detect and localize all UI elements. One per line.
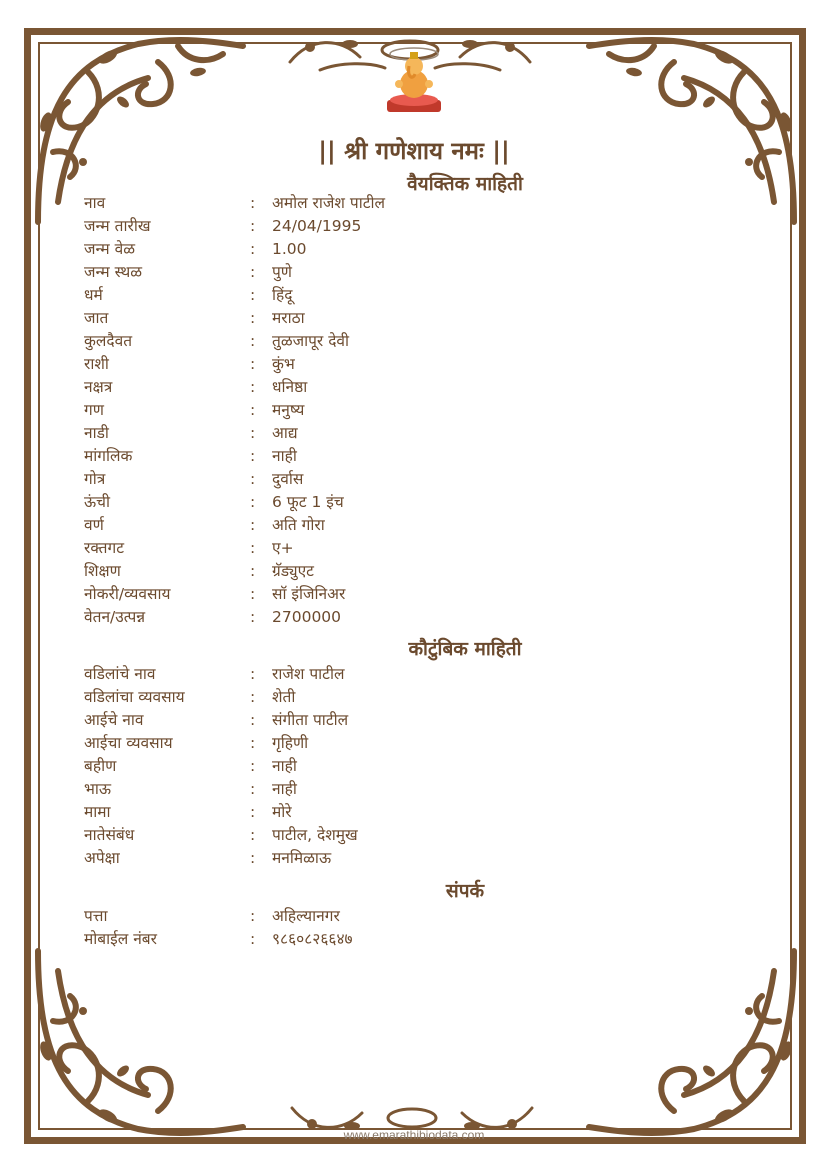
detail-row	[84, 307, 684, 329]
detail-label: जात	[84, 309, 109, 327]
page-title: || श्री गणेशाय नमः ||	[318, 137, 510, 165]
detail-value: राजेश पाटील	[272, 665, 345, 683]
detail-label: नाव	[84, 194, 106, 212]
detail-label: आईचा व्यवसाय	[84, 734, 173, 752]
detail-separator: :	[250, 665, 256, 683]
detail-row	[84, 491, 684, 513]
detail-row	[84, 261, 684, 283]
detail-label: नक्षत्र	[84, 378, 113, 396]
detail-value: हिंदू	[272, 286, 293, 304]
detail-value: अहिल्यानगर	[272, 907, 340, 925]
detail-value: ए+	[272, 539, 294, 557]
detail-label: रक्तगट	[84, 539, 125, 557]
detail-label: वडिलांचा व्यवसाय	[84, 688, 185, 706]
detail-separator: :	[250, 401, 256, 419]
detail-separator: :	[250, 516, 256, 534]
detail-row	[84, 755, 684, 777]
detail-separator: :	[250, 907, 256, 925]
detail-row	[84, 824, 684, 846]
detail-row	[84, 686, 684, 708]
detail-separator: :	[250, 309, 256, 327]
detail-separator: :	[250, 803, 256, 821]
detail-separator: :	[250, 217, 256, 235]
detail-value: 6 फूट 1 इंच	[272, 493, 344, 511]
detail-row	[84, 560, 684, 582]
detail-label: भाऊ	[84, 780, 112, 798]
detail-separator: :	[250, 930, 256, 948]
detail-separator: :	[250, 608, 256, 626]
detail-value: मराठा	[272, 309, 305, 327]
detail-row	[84, 905, 684, 927]
detail-row	[84, 537, 684, 559]
detail-label: जन्म तारीख	[84, 217, 151, 235]
detail-value: ग्रॅड्युएट	[272, 562, 314, 580]
floral-corner-icon	[584, 941, 804, 1141]
detail-label: मांगलिक	[84, 447, 133, 465]
detail-row	[84, 847, 684, 869]
detail-separator: :	[250, 263, 256, 281]
detail-label: बहीण	[84, 757, 117, 775]
detail-separator: :	[250, 711, 256, 729]
detail-row	[84, 778, 684, 800]
detail-row	[84, 801, 684, 823]
detail-row	[84, 732, 684, 754]
detail-value: सॉ इंजिनिअर	[272, 585, 346, 603]
detail-row	[84, 928, 684, 950]
detail-separator: :	[250, 378, 256, 396]
detail-value: नाही	[272, 757, 297, 775]
detail-label: गोत्र	[84, 470, 106, 488]
detail-separator: :	[250, 447, 256, 465]
detail-row	[84, 445, 684, 467]
detail-row	[84, 215, 684, 237]
detail-value: मनुष्य	[272, 401, 305, 419]
detail-label: आईचे नाव	[84, 711, 144, 729]
detail-value: नाही	[272, 447, 297, 465]
detail-value: अमोल राजेश पाटील	[272, 194, 386, 212]
detail-label: जन्म वेळ	[84, 240, 136, 258]
detail-value: 24/04/1995	[272, 217, 362, 235]
detail-value: आद्य	[272, 424, 298, 442]
section-heading-family: कौटुंबिक माहिती	[408, 638, 522, 660]
detail-label: पत्ता	[84, 907, 108, 925]
detail-label: शिक्षण	[84, 562, 121, 580]
detail-row	[84, 399, 684, 421]
detail-row	[84, 514, 684, 536]
detail-separator: :	[250, 332, 256, 350]
detail-separator: :	[250, 493, 256, 511]
detail-value: गृहिणी	[272, 734, 309, 752]
detail-separator: :	[250, 539, 256, 557]
detail-separator: :	[250, 780, 256, 798]
detail-row	[84, 330, 684, 352]
detail-label: जन्म स्थळ	[84, 263, 143, 281]
detail-label: कुलदैवत	[84, 332, 133, 350]
detail-label: गण	[84, 401, 104, 419]
detail-value: दुर्वास	[272, 470, 304, 488]
detail-row	[84, 468, 684, 490]
detail-label: नाडी	[84, 424, 109, 442]
detail-label: वेतन/उत्पन्न	[84, 608, 146, 626]
detail-separator: :	[250, 734, 256, 752]
detail-row	[84, 284, 684, 306]
detail-label: नोकरी/व्यवसाय	[84, 585, 171, 603]
detail-separator: :	[250, 585, 256, 603]
detail-row	[84, 606, 684, 628]
detail-value: मोरे	[272, 803, 292, 821]
detail-separator: :	[250, 826, 256, 844]
detail-value: 2700000	[272, 608, 342, 626]
detail-value: धनिष्ठा	[272, 378, 308, 396]
detail-label: ऊंची	[84, 493, 111, 511]
detail-separator: :	[250, 562, 256, 580]
detail-row	[84, 709, 684, 731]
detail-label: वडिलांचे नाव	[84, 665, 156, 683]
detail-separator: :	[250, 424, 256, 442]
detail-value: पाटील, देशमुख	[272, 826, 358, 844]
detail-value: मनमिळाऊ	[272, 849, 332, 867]
detail-value: पुणे	[272, 263, 293, 281]
detail-separator: :	[250, 286, 256, 304]
detail-row	[84, 192, 684, 214]
detail-value: कुंभ	[272, 355, 295, 373]
detail-separator: :	[250, 355, 256, 373]
detail-row	[84, 353, 684, 375]
website-watermark: www.emarathibiodata.com	[343, 1128, 485, 1142]
detail-value: नाही	[272, 780, 297, 798]
detail-label: नातेसंबंध	[84, 826, 135, 844]
detail-label: अपेक्षा	[84, 849, 120, 867]
detail-value: अति गोरा	[272, 516, 325, 534]
detail-row	[84, 376, 684, 398]
detail-row	[84, 238, 684, 260]
detail-value: संगीता पाटील	[272, 711, 349, 729]
detail-separator: :	[250, 194, 256, 212]
detail-separator: :	[250, 757, 256, 775]
detail-value: तुळजापूर देवी	[272, 332, 350, 350]
detail-value: ९८६०८२६६४७	[272, 930, 353, 948]
detail-label: राशी	[84, 355, 109, 373]
detail-label: धर्म	[84, 286, 103, 304]
section-heading-personal: वैयक्तिक माहिती	[407, 173, 523, 195]
section-heading-contact: संपर्क	[445, 880, 485, 902]
detail-label: वर्ण	[84, 516, 104, 534]
ganesha-icon	[383, 44, 445, 116]
detail-separator: :	[250, 849, 256, 867]
detail-value: शेती	[272, 688, 296, 706]
floral-corner-icon	[28, 941, 248, 1141]
detail-separator: :	[250, 688, 256, 706]
detail-row	[84, 583, 684, 605]
detail-separator: :	[250, 240, 256, 258]
detail-row	[84, 422, 684, 444]
detail-label: मोबाईल नंबर	[84, 930, 157, 948]
detail-label: मामा	[84, 803, 111, 821]
detail-value: 1.00	[272, 240, 307, 258]
detail-row	[84, 663, 684, 685]
detail-separator: :	[250, 470, 256, 488]
